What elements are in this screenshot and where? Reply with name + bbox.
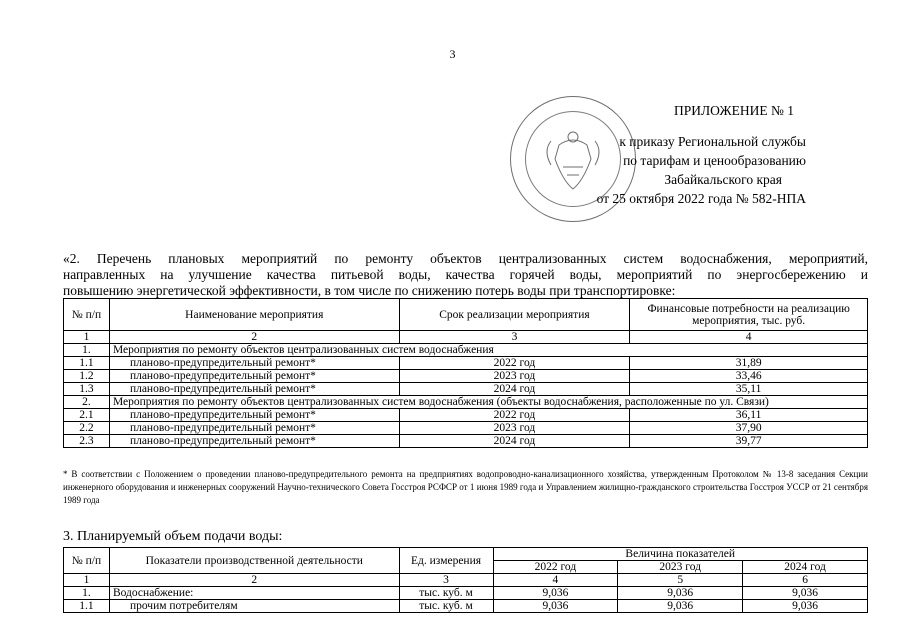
appendix-line: к приказу Региональной службы xyxy=(619,134,806,149)
table-row: 1.3 планово-предупредительный ремонт* 2024 год 35,11 xyxy=(64,383,868,396)
table-row: 1.1 прочим потребителям тыс. куб. м 9,036 9,036 9,036 xyxy=(64,600,868,613)
table-row: 1.1 планово-предупредительный ремонт* 2022 год 31,89 xyxy=(64,357,868,370)
table-index-cell: 2 xyxy=(109,331,399,344)
table-header: Срок реализации мероприятия xyxy=(399,299,630,331)
table-header: № п/п xyxy=(64,299,110,331)
appendix-line: по тарифам и ценообразованию xyxy=(623,153,806,168)
table-index-cell: 6 xyxy=(743,574,868,587)
page-number: 3 xyxy=(449,47,456,61)
table-index-cell: 3 xyxy=(399,574,493,587)
table-index-cell: 4 xyxy=(630,331,868,344)
footnote: * В соответствии с Положением о проведении планово-предупредительного ремонта на предприятиях водопроводно-канализационного хозяйства, утвержденным Протоколом № 13-8 заседания Секции инженерного оборудования и инженерных сооружений Научно-технического Совета Госстроя РСФСР от 1 июня 1989 года и Управлением жилищно-гражданского строительства Госстроя УССР от 21 сентября 1989 года xyxy=(63,469,868,505)
table-index-cell: 1 xyxy=(64,574,110,587)
table-water-volume xyxy=(63,547,868,613)
table-row: 2. Мероприятия по ремонту объектов централизованных систем водоснабжения (объекты водоснабжения, расположенные по ул. Связи) xyxy=(64,396,868,409)
year-header: 2024 год xyxy=(743,561,868,574)
section3-title: 3. Планируемый объем подачи воды: xyxy=(63,529,283,544)
table-header: Финансовые потребности на реализацию мероприятия, тыс. руб. xyxy=(630,299,868,331)
table-row: 1. Мероприятия по ремонту объектов централизованных систем водоснабжения xyxy=(64,344,868,357)
table-index-cell: 2 xyxy=(109,574,399,587)
table-index-cell: 3 xyxy=(399,331,630,344)
table-index-cell: 4 xyxy=(493,574,618,587)
table-row: 2.3 планово-предупредительный ремонт* 2024 год 39,77 xyxy=(64,435,868,448)
table-row: 2.2 планово-предупредительный ремонт* 2023 год 37,90 xyxy=(64,422,868,435)
appendix-line: от 25 октября 2022 года № 582-НПА xyxy=(596,191,806,206)
table-index-cell: 5 xyxy=(618,574,743,587)
table-row: 1.2 планово-предупредительный ремонт* 2023 год 33,46 xyxy=(64,370,868,383)
table-header: Наименование мероприятия xyxy=(109,299,399,331)
year-header: 2022 год xyxy=(493,561,618,574)
table-measures xyxy=(63,298,868,448)
table-header: Показатели производственной деятельности xyxy=(109,548,399,574)
table-header: № п/п xyxy=(64,548,110,574)
table-row: 1. Водоснабжение: тыс. куб. м 9,036 9,036 9,036 xyxy=(64,587,868,600)
table-header: Величина показателей xyxy=(493,548,868,561)
section2-title: «2. Перечень плановых мероприятий по ремонту объектов централизованных систем водоснабжения, мероприятий, направленных на улучшение качества питьевой воды, качества горячей воды, мероприятий по энергосбережению и повышению энергетической эффективности, в том числе по снижению потерь воды при транспортировке: xyxy=(63,251,868,298)
table-row: 2.1 планово-предупредительный ремонт* 2022 год 36,11 xyxy=(64,409,868,422)
table-header: Ед. измерения xyxy=(399,548,493,574)
year-header: 2023 год xyxy=(618,561,743,574)
appendix-line: Забайкальского края xyxy=(664,172,782,187)
appendix-title: ПРИЛОЖЕНИЕ № 1 xyxy=(673,103,794,118)
table-index-cell: 1 xyxy=(64,331,110,344)
